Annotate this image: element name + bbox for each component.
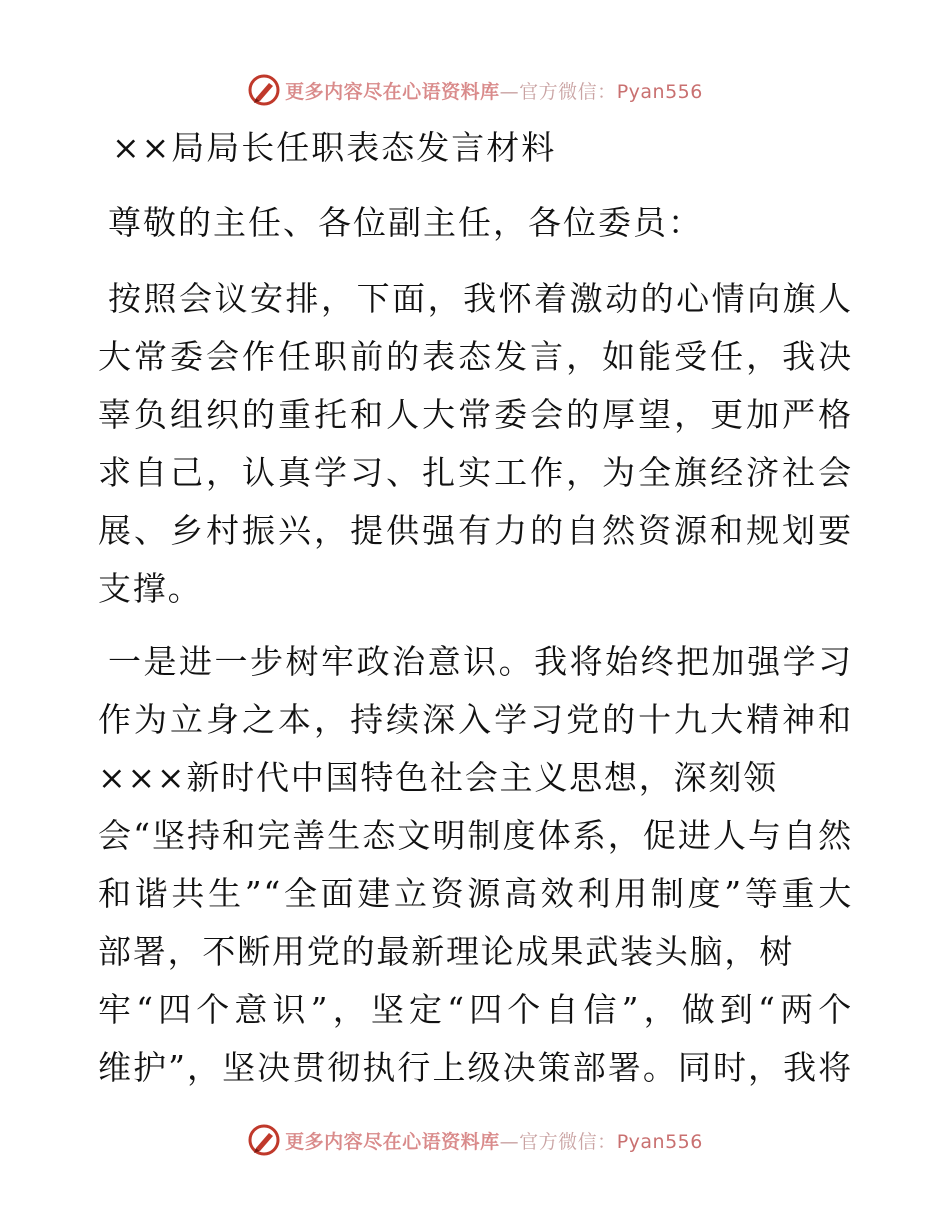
paragraph-1 <box>98 270 853 618</box>
pen-logo-icon <box>247 1123 281 1157</box>
paragraph-line: 部署，不断用党的最新理论成果武装头脑，树 <box>98 932 794 971</box>
paragraph-line: 求自己，认真学习、扎实工作，为全旗经济社会 <box>98 453 853 492</box>
document-title: ××局局长任职表态发言材料 <box>112 128 557 167</box>
paragraph-line: 支撑。 <box>98 569 203 608</box>
watermark-text: 更多内容尽在心语资料库—官方微信：Pyan556 <box>285 1130 703 1153</box>
watermark-banner-bottom <box>0 1120 950 1160</box>
paragraph-2 <box>98 633 853 1098</box>
watermark-banner-top <box>0 70 950 110</box>
paragraph-line: 一是进一步树牢政治意识。我将始终把加强学习 <box>108 642 853 681</box>
paragraph-line: 按照会议安排，下面，我怀着激动的心情向旗人 <box>108 279 853 318</box>
paragraph-line: 大常委会作任职前的表态发言，如能受任，我决 <box>98 337 853 376</box>
paragraph-line: 维护”，坚决贯彻执行上级决策部署。同时，我将 <box>98 1048 853 1087</box>
watermark-text: 更多内容尽在心语资料库—官方微信：Pyan556 <box>285 80 703 103</box>
pen-logo-icon <box>247 73 281 107</box>
paragraph-line: ×××新时代中国特色社会主义思想，深刻领 <box>98 758 778 797</box>
paragraph-line: 和谐共生”“全面建立资源高效利用制度”等重大 <box>98 874 853 913</box>
paragraph-line: 会“坚持和完善生态文明制度体系，促进人与自然 <box>98 816 853 855</box>
paragraph-line: 作为立身之本，持续深入学习党的十九大精神和 <box>98 700 853 739</box>
paragraph-line: 牢“四个意识”，坚定“四个自信”，做到“两个 <box>98 990 853 1029</box>
paragraph-line: 辜负组织的重托和人大常委会的厚望，更加严格 <box>98 395 853 434</box>
document-salutation: 尊敬的主任、各位副主任，各位委员： <box>108 203 703 242</box>
paragraph-line: 展、乡村振兴，提供强有力的自然资源和规划要 <box>98 511 853 550</box>
